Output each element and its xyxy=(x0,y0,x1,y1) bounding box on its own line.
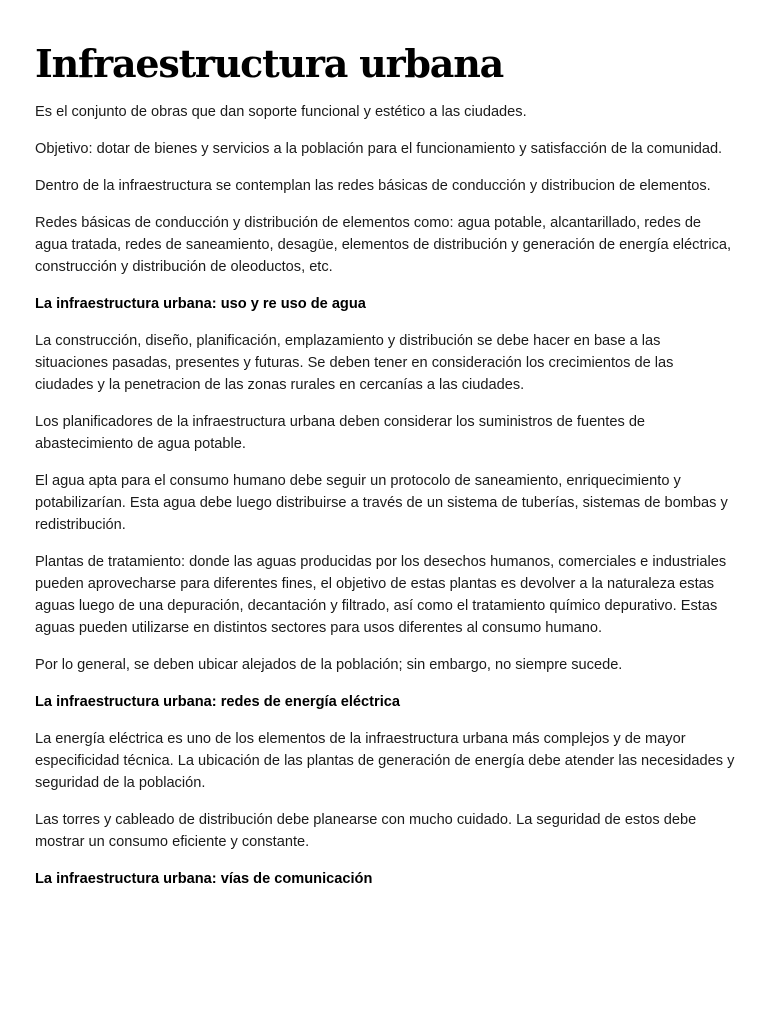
paragraph-definition: Es el conjunto de obras que dan soporte funcional y estético a las ciudades. xyxy=(35,104,527,120)
section-heading-electricity: La infraestructura urbana: redes de energía eléctrica xyxy=(35,694,400,710)
paragraph-treatment-plants: Plantas de tratamiento: donde las aguas producidas por los desechos humanos, comerciales e industriales pueden aprovecharse para diferentes fines, el objetivo de estas plantas es devolver a la naturaleza estas aguas luego de una depuración, decantación y filtrado, así como el tratamiento químico depurativo. Estas aguas pueden utilizarse en distintos sectores para usos diferentes al consumo humano. xyxy=(35,554,727,636)
paragraph-objective: Objetivo: dotar de bienes y servicios a la población para el funcionamiento y satisfacción de la comunidad. xyxy=(35,141,723,157)
article xyxy=(35,38,735,905)
paragraph-water-supply: Los planificadores de la infraestructura urbana deben considerar los suministros de fuentes de abastecimiento de agua potable. xyxy=(35,414,646,452)
paragraph-plant-location: Por lo general, se deben ubicar alejados de la población; sin embargo, no siempre sucede. xyxy=(35,657,623,673)
paragraph-water-planning: La construcción, diseño, planificación, emplazamiento y distribución se debe hacer en base a las situaciones pasadas, presentes y futuras. Se deben tener en consideración los crecimientos de las ciudades y la penetracion de las zonas rurales en cercanías a las ciudades. xyxy=(35,333,674,393)
paragraph-water-treatment-protocol: El agua apta para el consumo humano debe seguir un protocolo de saneamiento, enriquecimiento y potabilizarían. Esta agua debe luego distribuirse a través de un sistema de tuberías, sistemas de bombas y redistribución. xyxy=(35,473,728,533)
paragraph-basic-networks-intro: Dentro de la infraestructura se contemplan las redes básicas de conducción y distribucion de elementos. xyxy=(35,178,711,194)
paragraph-electricity-towers: Las torres y cableado de distribución debe planearse con mucho cuidado. La seguridad de estos debe mostrar un consumo eficiente y constante. xyxy=(35,812,697,850)
page-title: Infraestructura urbana xyxy=(35,41,504,86)
paragraph-electricity-complexity: La energía eléctrica es uno de los elementos de la infraestructura urbana más complejos y de mayor especificidad técnica. La ubicación de las plantas de generación de energía debe atender las necesidades y seguridad de la población. xyxy=(35,731,735,791)
paragraph-basic-networks-list: Redes básicas de conducción y distribución de elementos como: agua potable, alcantarillado, redes de agua tratada, redes de saneamiento, desagüe, elementos de distribución y generación de energía eléctrica, construcción y distribución de oleoductos, etc. xyxy=(35,215,732,275)
section-heading-communication-routes: La infraestructura urbana: vías de comunicación xyxy=(35,871,373,887)
section-heading-water: La infraestructura urbana: uso y re uso de agua xyxy=(35,296,366,312)
